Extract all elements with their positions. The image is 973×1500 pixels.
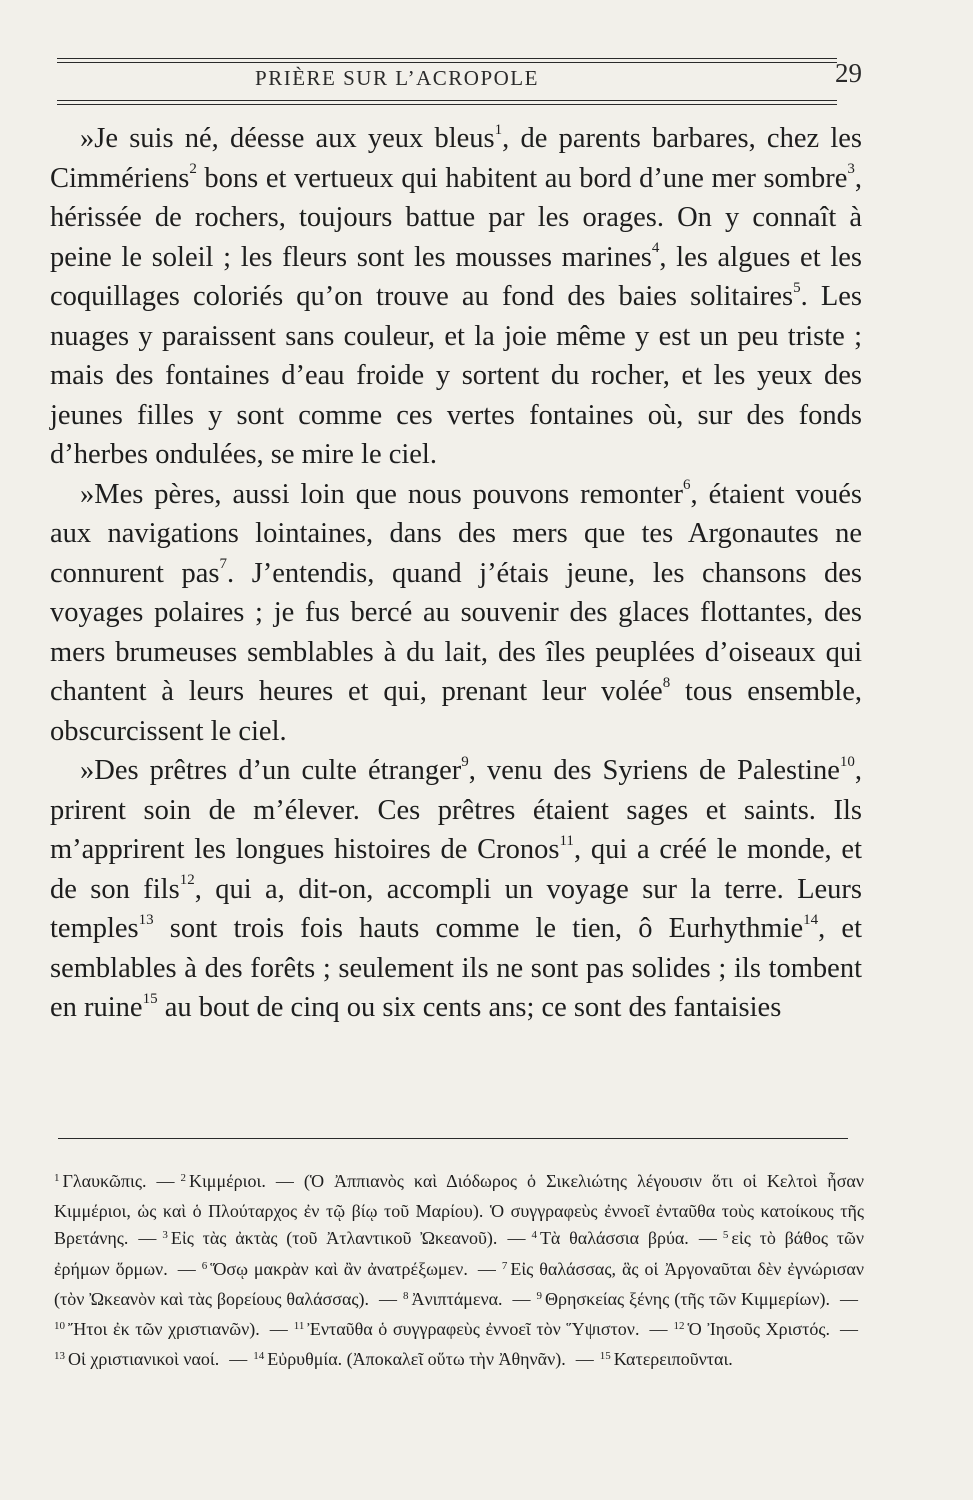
footnote-entry: [600, 1349, 733, 1369]
footnote-reference: 4: [651, 240, 660, 256]
footnote-number: 7: [501, 1259, 508, 1272]
footnote-number: 8: [403, 1289, 409, 1302]
footnote-number: 10: [54, 1320, 65, 1333]
footnote-separator-dash: —: [507, 1228, 526, 1249]
page-number: 29: [835, 58, 862, 88]
footnote-reference: 5: [793, 279, 801, 296]
footnote-text: Κατερειποῦνται.: [613, 1349, 733, 1370]
text-run: , prirent soin de m’élever. Ces prêtres étaient sages et saints. Ils m’apprirent les longues histoires de Cronos: [50, 755, 862, 865]
footnote-text: Εἰς τὰς ἀκτὰς (τοῦ Ἀτλαντικοῦ Ὠκεανοῦ).: [170, 1228, 498, 1249]
footnote-number: 13: [54, 1350, 65, 1363]
paragraph: [50, 751, 862, 1028]
footnote-separator-dash: —: [698, 1228, 717, 1249]
footnote-entry: [54, 1171, 146, 1191]
footnote-text: Ἀνιπτάμενα.: [411, 1288, 503, 1309]
footnote-separator-dash: —: [379, 1288, 398, 1309]
footnote-separator-dash: —: [477, 1258, 496, 1279]
footnote-text: Ἤτοι ἐκ τῶν χριστιανῶν).: [68, 1319, 260, 1340]
header-bottom-rule: [57, 100, 837, 101]
footnote-reference: 9: [461, 753, 469, 770]
footnote-text: Ἐνταῦθα ὁ συγγραφεὺς ἐννοεῖ τὸν Ὕψιστον.: [307, 1319, 640, 1340]
footnote-reference: 15: [142, 990, 158, 1007]
text-run: »Je suis né, déesse aux yeux bleus: [80, 123, 495, 154]
text-run: . Les nuages y paraissent sans couleur, et la joie même y est un peu triste ; mais des fontaines d’eau froide y sortent du rocher, et les yeux des jeunes filles y sont comme ces vertes fontaines où, sur des fonds d’herbes ondulées, se mire le ciel.: [50, 281, 862, 470]
footnote-reference: 11: [559, 832, 574, 849]
footnote-paragraph: [54, 1168, 864, 1376]
text-run: sont trois fois hauts comme le tien, ô Eurhythmie: [153, 913, 804, 944]
footnote-separator-dash: —: [269, 1319, 288, 1340]
footnotes: [54, 1168, 864, 1376]
body-text: [50, 119, 862, 1028]
footnote-text: Εἰς θαλάσσας, ἃς οἱ Ἀργοναῦται δὲν ἐγνώρισαν (τὸν Ὠκεανὸν καὶ τὰς βορείους θαλάσσας).: [54, 1258, 864, 1309]
footnote-reference: 2: [189, 161, 197, 177]
footnote-text: Γλαυκῶπις.: [62, 1171, 147, 1191]
footnote-separator-dash: —: [156, 1171, 175, 1191]
footnote-reference: 10: [839, 753, 855, 770]
footnote-text: Ὅσῳ μακρὰν καὶ ἂν ἀνατρέξωμεν.: [210, 1258, 468, 1279]
footnote-separator-dash: —: [649, 1319, 668, 1340]
footnote-entry: [673, 1319, 830, 1339]
footnote-entry: [54, 1349, 219, 1369]
footnote-reference: 3: [847, 161, 855, 177]
text-run: , de parents barbares, chez les Cimmériens: [50, 123, 862, 194]
footnote-reference: 13: [138, 911, 154, 928]
paragraph: [50, 119, 862, 475]
text-run: , hérissée de rochers, toujours battue par les orages. On y connaît à peine le soleil ; les fleurs sont les mousses marines: [50, 162, 862, 273]
header-top-rule: [57, 58, 837, 59]
footnote-separator-dash: —: [177, 1258, 196, 1279]
footnote-reference: 7: [219, 556, 228, 572]
footnote-number: 5: [722, 1229, 729, 1242]
footnote-text: Κιμμέριοι. — (Ὁ Ἀππιανὸς καὶ Διόδωρος ὁ Σικελιώτης λέγουσιν ὅτι οἱ Κελτοὶ ἦσαν Κιμμέριοι, ὡς καὶ ὁ Πλούταρχος ἐν τῷ βίῳ τοῦ Μαρίου). Ὁ συγγραφεὺς ἐννοεῖ ἐνταῦθα τοὺς κατοίκους τῆς Βρετάνης.: [54, 1171, 864, 1249]
paragraph: [50, 475, 862, 752]
footnote-text: Τὰ θαλάσσια βρύα.: [539, 1228, 689, 1249]
footnote-number: 3: [162, 1229, 168, 1242]
footnote-entry: [162, 1228, 497, 1248]
footnote-reference: 14: [803, 911, 819, 928]
footnote-number: 11: [293, 1320, 305, 1333]
footnote-text: Θρησκείας ξένης (τῆς τῶν Κιμμερίων).: [545, 1288, 830, 1309]
footnote-number: 14: [253, 1350, 265, 1363]
footnote-text: Οἱ χριστιανικοὶ ναοί.: [68, 1349, 220, 1370]
text-run: bons et vertueux qui habitent au bord d’une mer sombre: [196, 162, 848, 194]
footnote-entry: [202, 1259, 468, 1279]
text-run: , qui a, dit-on, accompli un voyage sur la terre. Leurs temples: [50, 873, 862, 944]
text-run: , venu des Syriens de Palestine: [468, 755, 840, 786]
footnote-reference: 6: [683, 477, 691, 493]
footnote-separator-dash: —: [512, 1288, 531, 1309]
footnote-entry: [294, 1319, 640, 1339]
text-run: , étaient voués aux navigations lointaines, dans des mers que tes Argonautes ne connurent pas: [50, 478, 862, 589]
footnote-entry: [253, 1349, 565, 1369]
header-bottom-rule-thin: [57, 104, 837, 105]
footnote-separator-dash: —: [575, 1349, 594, 1370]
footnote-reference: 1: [494, 121, 503, 138]
footnote-number: 2: [180, 1172, 186, 1184]
footnote-separator-dash: —: [840, 1319, 858, 1340]
footnote-text: Εὐρυθμία. (Ἀποκαλεῖ οὕτω τὴν Ἀθηνᾶν).: [267, 1349, 566, 1370]
running-header-title: PRIÈRE SUR L’ACROPOLE: [255, 66, 539, 90]
footnote-number: 4: [531, 1229, 537, 1242]
footnote-separator-dash: —: [229, 1349, 248, 1370]
footnote-separator: [58, 1138, 848, 1139]
footnote-number: 15: [599, 1350, 611, 1363]
text-run: au bout de cinq ou six cents ans; ce sont des fantaisies: [157, 992, 782, 1023]
text-run: , et semblables à des forêts ; seulement ils ne sont pas solides ; ils tombent en ruine: [50, 913, 862, 1023]
footnote-number: 6: [201, 1259, 208, 1272]
text-run: , qui a créé le monde, et de son fils: [50, 834, 862, 905]
header-top-rule-thin: [57, 62, 837, 63]
text-run: . J’entendis, quand j’étais jeune, les chansons des voyages polaires ; je fus bercé au souvenir des glaces flottantes, des mers brumeuses semblables à du lait, des îles peuplées d’oiseaux qui chantent à leurs heures et qui, prenant leur volée: [50, 557, 862, 707]
footnote-entry: [54, 1319, 260, 1339]
footnote-number: 9: [536, 1289, 543, 1302]
text-run: tous ensemble, obscurcissent le ciel.: [50, 676, 862, 747]
footnote-reference: 12: [179, 872, 195, 888]
footnote-entry: [403, 1289, 503, 1309]
footnote-text: Ὁ Ἰησοῦς Χριστός.: [687, 1319, 830, 1340]
text-run: »Mes pères, aussi loin que nous pouvons remonter: [80, 478, 684, 510]
text-run: »Des prêtres d’un culte étranger: [80, 755, 462, 786]
footnote-separator-dash: —: [138, 1228, 157, 1249]
footnote-reference: 8: [662, 674, 671, 691]
footnote-number: 1: [54, 1172, 60, 1184]
footnote-entry: [537, 1289, 830, 1309]
footnote-text: εἰς τὸ βάθος τῶν ἐρήμων ὅρμων.: [54, 1228, 864, 1279]
text-run: , les algues et les coquillages coloriés qu’on trouve au fond des baies solitaires: [50, 241, 862, 312]
footnote-entry: [531, 1228, 688, 1248]
footnote-separator-dash: —: [840, 1288, 858, 1309]
footnote-number: 12: [673, 1320, 685, 1333]
